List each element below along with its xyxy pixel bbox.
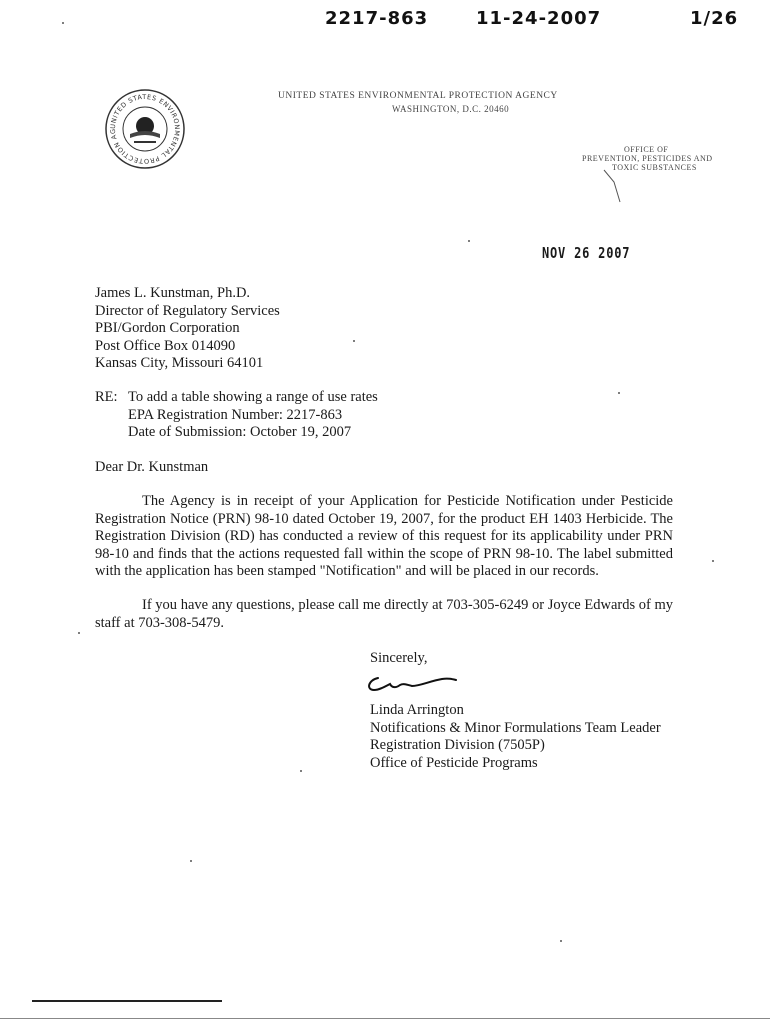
agency-city: WASHINGTON, D.C. 20460	[392, 104, 510, 114]
signer-name: Linda Arrington	[370, 702, 464, 718]
agency-name: UNITED STATES ENVIRONMENTAL PROTECTION AGENCY	[278, 91, 558, 101]
scan-speck	[468, 240, 470, 242]
scan-speck	[190, 860, 192, 862]
handwritten-page-number: 1/26	[690, 8, 739, 29]
signer-title: Notifications & Minor Formulations Team Leader	[370, 719, 661, 736]
recipient-address	[95, 285, 280, 373]
signer-division: Registration Division (7505P)	[370, 737, 545, 754]
scan-speck	[62, 22, 64, 24]
re-subject: To add a table showing a range of use rates	[128, 389, 378, 405]
signer-block	[370, 702, 661, 772]
re-submission-date: Date of Submission: October 19, 2007	[128, 424, 352, 441]
recipient-company: PBI/Gordon Corporation	[95, 320, 240, 337]
scan-speck	[712, 560, 714, 562]
scan-speck	[560, 940, 562, 942]
re-label: RE:	[95, 389, 118, 405]
office-stamp-arrow	[600, 168, 640, 208]
closing: Sincerely,	[370, 650, 428, 666]
epa-seal-logo	[104, 88, 186, 170]
seal-text: UNITED STATES ENVIRONMENTAL PROTECTION AG	[108, 92, 182, 166]
signer-office: Office of Pesticide Programs	[370, 754, 538, 771]
body-paragraph-1: The Agency is in receipt of your Application for Pesticide Notification under Pesticide Registration Notice (PRN) 98-10 dated October 19, 2007, for the product EH 1403 Herbicide. The Registration Division (RD) has conducted a review of this request for its applicability under PRN 98-10 and finds that the actions requested fall within the scope of PRN 98-10. The label submitted with the application has been stamped "Notification" and will be placed in our records.	[95, 493, 673, 580]
re-details	[128, 389, 378, 442]
bottom-scan-line	[32, 1000, 222, 1002]
scan-speck	[300, 770, 302, 772]
recipient-city: Kansas City, Missouri 64101	[95, 355, 264, 372]
scan-speck	[618, 392, 620, 394]
salutation: Dear Dr. Kunstman	[95, 459, 209, 475]
handwritten-reg-number: 2217-863	[325, 8, 429, 29]
recipient-po-box: Post Office Box 014090	[95, 337, 236, 354]
office-line-3: TOXIC SUBSTANCES	[612, 163, 697, 172]
office-line-2: PREVENTION, PESTICIDES AND	[582, 154, 713, 163]
scan-speck	[353, 340, 355, 342]
signature-image	[364, 670, 460, 696]
scan-speck	[78, 632, 80, 634]
body-paragraph-2: If you have any questions, please call me directly at 703-305-6249 or Joyce Edwards of my staff at 703-308-5479.	[95, 597, 673, 631]
handwritten-date: 11-24-2007	[476, 8, 602, 29]
office-line-1: OFFICE OF	[624, 145, 669, 154]
date-stamp: NOV 26 2007	[542, 244, 631, 262]
recipient-name: James L. Kunstman, Ph.D.	[95, 285, 251, 301]
bottom-edge-line	[0, 1018, 770, 1019]
re-registration-number: EPA Registration Number: 2217-863	[128, 406, 343, 423]
recipient-title: Director of Regulatory Services	[95, 302, 280, 319]
